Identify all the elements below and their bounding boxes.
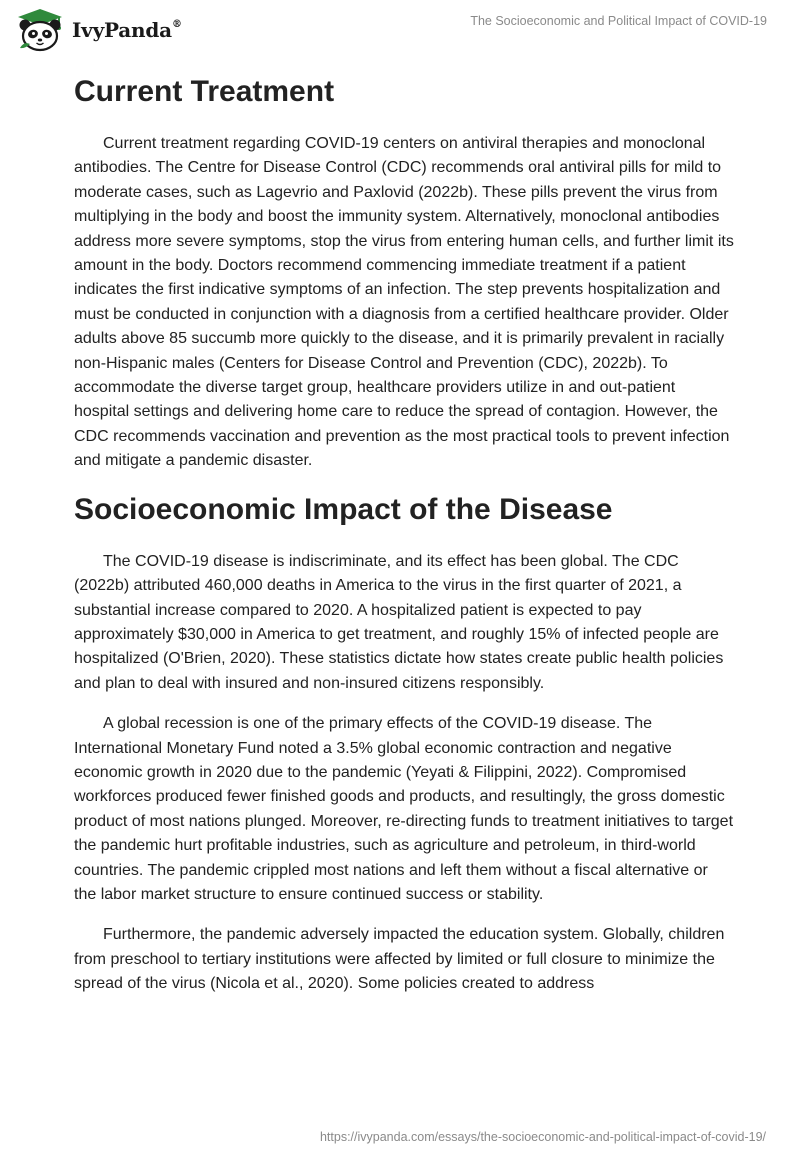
section-heading: Socioeconomic Impact of the Disease xyxy=(74,492,613,526)
paragraph: Current treatment regarding COVID-19 centers on antiviral therapies and monoclonal antibodies. The Centre for Disease Control (CDC) recommends oral antiviral pills for mild to moderate cases, such as Lagevrio and Paxlovid (2022b). These pills prevent the virus from multiplying in the body and boost the immunity system. Alternatively, monoclonal antibodies address more severe symptoms, stop the virus from entering human cells, and further limit its amount in the body. Doctors recommend commencing immediate treatment if a patient indicates the first indicative symptoms of an infection. The step prevents hospitalization and must be conducted in conjunction with a diagnosis from a certified healthcare provider. Older adults above 85 succumb more quickly to the disease, and it is primarily prevalent in racially non-Hispanic males (Centers for Disease Control and Prevention (CDC), 2022b). To accommodate the diverse target group, healthcare providers utilize in and out-patient hospital settings and delivering home care to reduce the spread of contagion. However, the CDC recommends vaccination and prevention as the most practical tools to prevent infection and mitigate a pandemic disaster. xyxy=(74,135,734,470)
ivypanda-logo[interactable] xyxy=(14,8,182,52)
page-header xyxy=(0,0,800,60)
brand-name xyxy=(72,18,182,42)
section-heading: Current Treatment xyxy=(74,75,335,108)
essay-body xyxy=(74,70,734,1013)
brand-text: IvyPanda xyxy=(72,18,172,42)
section-current-treatment xyxy=(74,72,734,474)
paragraph: A global recession is one of the primary effects of the COVID-19 disease. The International Monetary Fund noted a 3.5% global economic contraction and negative economic growth in 2020 due to the pandemic (Yeyati & Filippini, 2022). Compromised workforces produced fewer finished goods and products, and resultingly, the gross domestic product of most nations plunged. Moreover, re-directing funds to treatment initiatives to target the pandemic hurt profitable industries, such as agriculture and petroleum, in third-world countries. The pandemic crippled most nations and left them without a fiscal alternative or the labor market structure to ensure continued success or stability. xyxy=(74,715,734,903)
paragraph: The COVID-19 disease is indiscriminate, and its effect has been global. The CDC (2022b) attributed 460,000 deaths in America to the virus in the first quarter of 2021, a substantial increase compared to 2020. A hospitalized patient is expected to pay approximately $30,000 in America to get treatment, and roughly 15% of infected people are hospitalized (O'Brien, 2020). These statistics dictate how states create public health policies and plan to deal with insured and non-insured citizens responsibly. xyxy=(74,552,724,692)
panda-graduate-icon xyxy=(14,8,66,52)
section-socioeconomic-impact xyxy=(74,490,734,997)
running-title: The Socioeconomic and Political Impact of COVID-19 xyxy=(470,14,767,28)
paragraph: Furthermore, the pandemic adversely impacted the education system. Globally, children from preschool to tertiary institutions were affected by limited or full closure to minimize the spread of the virus (Nicola et al., 2020). Some policies created to address xyxy=(74,926,725,993)
source-url[interactable]: https://ivypanda.com/essays/the-socioeconomic-and-political-impact-of-covid-19/ xyxy=(319,1130,766,1144)
brand-registered-mark: ® xyxy=(171,19,182,31)
